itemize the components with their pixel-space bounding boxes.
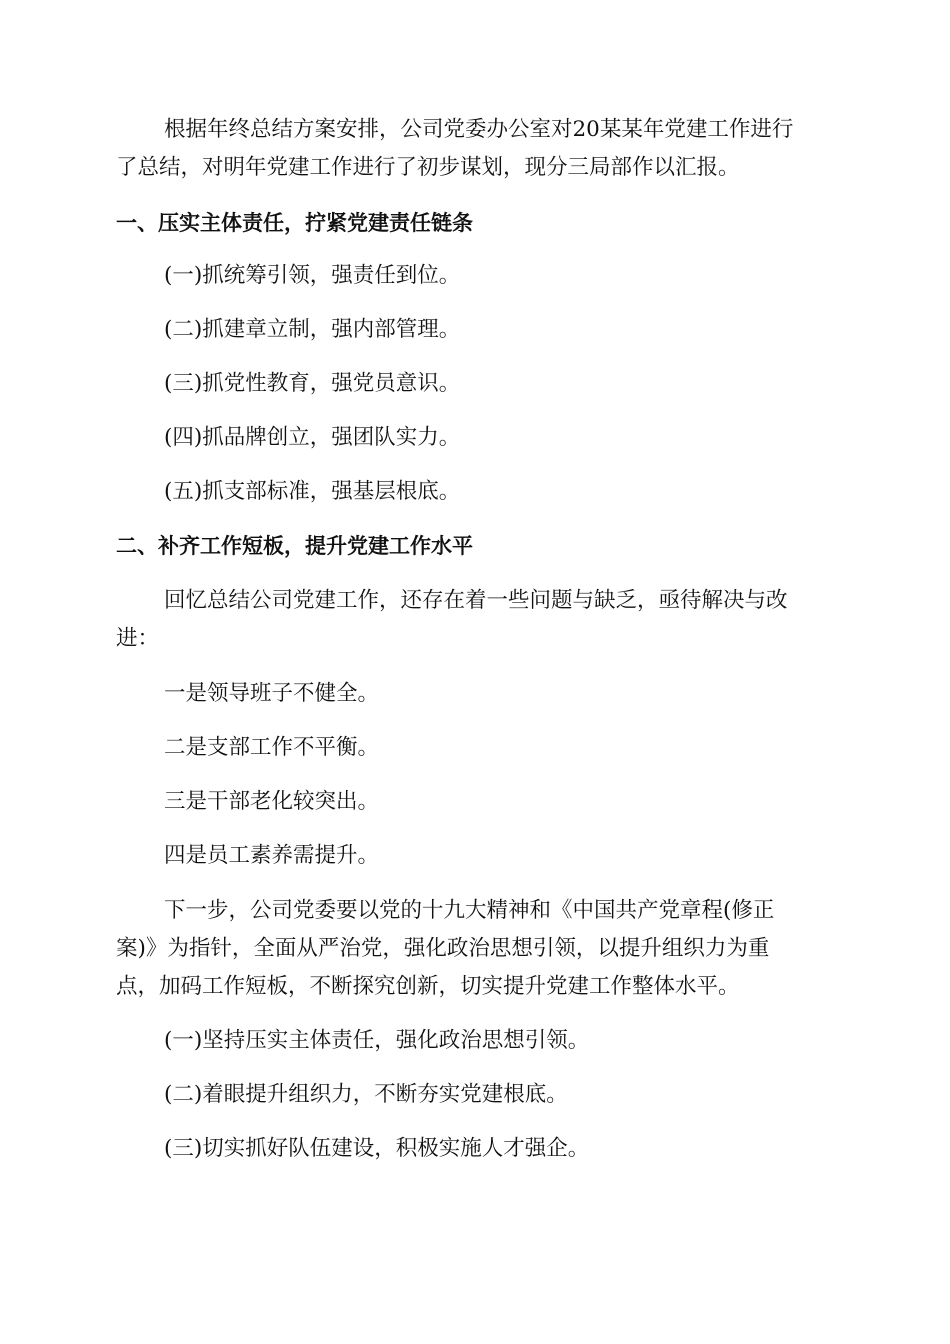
next-step-paragraph-line-3: 点，加码工作短板，不断探究创新，切实提升党建工作整体水平。 — [116, 974, 740, 999]
section-1-item: (一)抓统筹引领，强责任到位。 — [164, 263, 461, 288]
problem-item: 四是员工素养需提升。 — [164, 843, 380, 868]
intro-paragraph-line-1: 根据年终总结方案安排，公司党委办公室对20某某年党建工作进行 — [164, 117, 794, 142]
section-1-item: (三)抓党性教育，强党员意识。 — [164, 371, 461, 396]
section-1-item: (四)抓品牌创立，强团队实力。 — [164, 425, 461, 450]
review-paragraph-line-1: 回忆总结公司党建工作，还存在着一些问题与缺乏，亟待解决与改 — [164, 588, 788, 613]
section-2-heading: 二、补齐工作短板，提升党建工作水平 — [116, 534, 473, 558]
problem-item: 三是干部老化较突出。 — [164, 789, 380, 814]
next-step-paragraph-line-2: 案)》为指针，全面从严治党，强化政治思想引领，以提升组织力为重 — [116, 936, 770, 961]
intro-paragraph-line-2: 了总结，对明年党建工作进行了初步谋划，现分三局部作以汇报。 — [116, 155, 740, 180]
next-step-paragraph-line-1: 下一步，公司党委要以党的十九大精神和《中国共产党章程(修正 — [164, 898, 775, 923]
problem-item: 二是支部工作不平衡。 — [164, 735, 380, 760]
measure-item: (二)着眼提升组织力，不断夯实党建根底。 — [164, 1082, 568, 1107]
review-paragraph-line-2: 进： — [116, 626, 160, 651]
section-1-item: (二)抓建章立制，强内部管理。 — [164, 317, 461, 342]
section-1-item: (五)抓支部标准，强基层根底。 — [164, 479, 461, 504]
measure-item: (一)坚持压实主体责任，强化政治思想引领。 — [164, 1028, 590, 1053]
problem-item: 一是领导班子不健全。 — [164, 681, 380, 706]
section-1-heading: 一、压实主体责任，拧紧党建责任链条 — [116, 211, 473, 235]
measure-item: (三)切实抓好队伍建设，积极实施人才强企。 — [164, 1136, 590, 1161]
